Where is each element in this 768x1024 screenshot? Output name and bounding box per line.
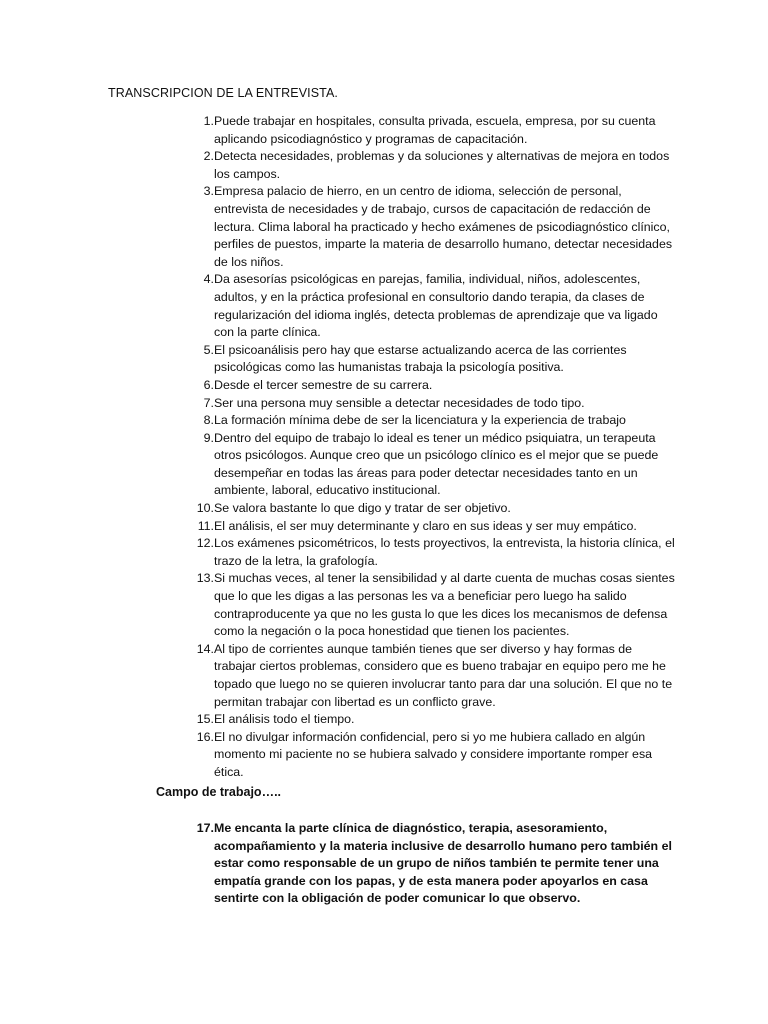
item-text: Al tipo de corrientes aunque también tienes que ser diverso y hay formas de trabajar ciertos problemas, considero que es bueno trabajar en equipo pero me he topado que luego no se quieren involucrar tanto para dar una solución. El que no te permitan trabajar con libertad es un conflicto grave. bbox=[214, 641, 673, 709]
document-title: TRANSCRIPCION DE LA ENTREVISTA. bbox=[108, 86, 338, 100]
list-item bbox=[176, 342, 676, 377]
section-heading: Campo de trabajo….. bbox=[156, 785, 282, 799]
item-number: 2. bbox=[203, 149, 214, 164]
list-item bbox=[176, 641, 676, 711]
item-number: 3. bbox=[203, 184, 214, 199]
item-text: Me encanta la parte clínica de diagnóstico, terapia, asesoramiento, acompañamiento y la materia inclusive de desarrollo humano pero también el estar como responsable de un grupo de niños también te permite tener una empatía grande con los papas, y de esta manera poder apoyarlos en casa sentirte con la obligación de poder comunicar lo que observo. bbox=[214, 821, 672, 906]
list-item bbox=[176, 113, 676, 148]
item-number: 15. bbox=[196, 712, 214, 727]
item-number: 7. bbox=[203, 395, 214, 410]
item-number: 10. bbox=[196, 501, 214, 516]
item-text: Dentro del equipo de trabajo lo ideal es tener un médico psiquiatra, un terapeuta otros psicólogos. Aunque creo que un psicólogo clínico es el mejor que se puede desempeñar en todas las áreas para poder detectar necesidades tanto en un ambiente, laboral, educativo institucional. bbox=[214, 430, 659, 498]
list-item bbox=[176, 377, 676, 395]
item-text: Empresa palacio de hierro, en un centro de idioma, selección de personal, entrevista de necesidades y de trabajo, cursos de capacitación de redacción de lectura. Clima laboral ha practicado y hecho exámenes de psicodiagnóstico clínico, perfiles de puestos, imparte la materia de desarrollo humano, detectar necesidades de los niños. bbox=[214, 184, 673, 269]
item-number: 16. bbox=[196, 729, 214, 744]
list-item bbox=[176, 711, 676, 729]
list-item bbox=[176, 183, 676, 271]
item-number: 4. bbox=[203, 272, 214, 287]
item-number: 1. bbox=[203, 114, 214, 128]
item-text: Detecta necesidades, problemas y da soluciones y alternativas de mejora en todos los campos. bbox=[214, 149, 670, 181]
item-text: Ser una persona muy sensible a detectar necesidades de todo tipo. bbox=[214, 395, 585, 410]
item-text: Puede trabajar en hospitales, consulta privada, escuela, empresa, por su cuenta aplicando psicodiagnóstico y programas de capacitación. bbox=[214, 114, 656, 146]
item-text: La formación mínima debe de ser la licenciatura y la experiencia de trabajo bbox=[214, 413, 626, 428]
list-item bbox=[176, 570, 676, 640]
item-number: 17. bbox=[196, 821, 214, 835]
item-text: El no divulgar información confidencial, pero si yo me hubiera callado en algún momento mi paciente no se hubiera salvado y considere importante romper esa ética. bbox=[214, 729, 653, 779]
item-number: 12. bbox=[196, 536, 214, 551]
list-item bbox=[176, 820, 676, 908]
item-text: Se valora bastante lo que digo y tratar de ser objetivo. bbox=[214, 501, 511, 516]
item-number: 5. bbox=[203, 342, 214, 357]
item-text: El análisis, el ser muy determinante y claro en sus ideas y ser muy empático. bbox=[214, 518, 637, 533]
list-item bbox=[176, 430, 676, 500]
item-number: 8. bbox=[203, 413, 214, 428]
list-item bbox=[176, 395, 676, 413]
list-item bbox=[176, 518, 676, 536]
item-text: Los exámenes psicométricos, lo tests proyectivos, la entrevista, la historia clínica, el trazo de la letra, la grafología. bbox=[214, 536, 675, 568]
list-item bbox=[176, 148, 676, 183]
list-item bbox=[176, 535, 676, 570]
item-text: El psicoanálisis pero hay que estarse actualizando acerca de las corrientes psicológicas como las humanistas trabaja la psicología positiva. bbox=[214, 342, 627, 375]
item-text: El análisis todo el tiempo. bbox=[214, 712, 355, 727]
list-item bbox=[176, 500, 676, 518]
list-item bbox=[176, 271, 676, 341]
item-number: 11. bbox=[197, 518, 214, 533]
list-item bbox=[176, 412, 676, 430]
item-text: Da asesorías psicológicas en parejas, familia, individual, niños, adolescentes, adultos, y en la práctica profesional en consultorio dando terapia, da clases de regularización del idioma inglés, detecta problemas de aprendizaje que va ligado con la parte clínica. bbox=[214, 272, 658, 340]
item-text: Si muchas veces, al tener la sensibilidad y al darte cuenta de muchas cosas sientes que lo que les digas a las personas les va a beneficiar pero luego ha salido contraproducente ya que no les gusta lo que les dices los mecanismos de defensa como la negación o la poca honestidad que tienen los pacientes. bbox=[214, 571, 675, 639]
item-number: 9. bbox=[203, 430, 214, 445]
list-item bbox=[176, 729, 676, 782]
item-number: 6. bbox=[203, 377, 214, 392]
item-number: 13. bbox=[196, 571, 214, 586]
answer-list bbox=[176, 113, 676, 782]
item-text: Desde el tercer semestre de su carrera. bbox=[214, 377, 433, 392]
final-answer-list bbox=[176, 820, 676, 908]
item-number: 14. bbox=[196, 641, 214, 656]
